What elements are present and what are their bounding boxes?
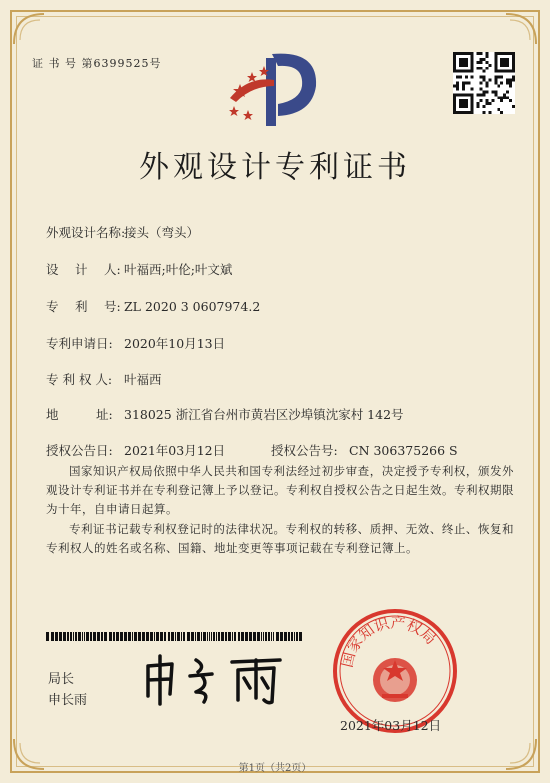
patent-number-label: 专 利 号: bbox=[46, 299, 121, 314]
grant-number-label: 授权公告号: bbox=[271, 443, 338, 458]
corner-ornament-icon bbox=[504, 12, 538, 46]
designer-value: 叶福西;叶伦;叶文斌 bbox=[124, 262, 233, 277]
design-name-label: 外观设计名称: bbox=[46, 225, 126, 240]
certificate-title: 外观设计专利证书 bbox=[139, 150, 411, 185]
address-value: 318025 浙江省台州市黄岩区沙埠镇沈家村 142号 bbox=[124, 407, 404, 422]
application-date-row bbox=[46, 334, 225, 352]
grant-date-row bbox=[46, 441, 225, 459]
designer-label: 设 计 人: bbox=[46, 262, 121, 277]
application-date-value: 2020年10月13日 bbox=[124, 336, 226, 351]
address-row bbox=[46, 405, 404, 423]
seal-text: 国家知识产权局 bbox=[337, 613, 440, 670]
patentee-value: 叶福西 bbox=[124, 372, 162, 387]
patent-number-value: ZL 2020 3 0607974.2 bbox=[124, 299, 261, 314]
corner-ornament-icon bbox=[12, 12, 46, 46]
address-label: 地 址: bbox=[46, 407, 113, 422]
qr-code-icon bbox=[453, 52, 515, 114]
handwritten-signature bbox=[140, 652, 290, 707]
patentee-label: 专 利 权 人: bbox=[46, 372, 113, 387]
cnipa-emblem-icon bbox=[226, 46, 324, 128]
grant-number-row bbox=[271, 441, 458, 459]
signature-role: 局长 bbox=[48, 672, 75, 687]
legal-status-paragraph: 专利证书记载专利权登记时的法律状况。专利权的转移、质押、无效、终止、恢复和专利权人的姓名或名称、国籍、地址变更等事项记载在专利登记簿上。 bbox=[46, 522, 514, 555]
patent-number-row bbox=[46, 297, 260, 315]
application-date-label: 专利申请日: bbox=[46, 336, 113, 351]
barcode-icon bbox=[46, 626, 304, 635]
certificate-number: 证 书 号 第6399525号 bbox=[32, 57, 162, 70]
seal-date: 2021年03月12日 bbox=[340, 718, 442, 733]
page-number: 第1页（共2页） bbox=[238, 763, 312, 774]
signature-printed-name: 申长雨 bbox=[48, 693, 88, 708]
grant-statement-paragraph: 国家知识产权局依照中华人民共和国专利法经过初步审查，决定授予专利权，颁发外观设计专利证书并在专利登记簿上予以登记。专利权自授权公告之日起生效。专利权期限为十年，自申请日起算。 bbox=[46, 464, 514, 516]
design-name-value: 接头（弯头） bbox=[124, 225, 200, 240]
design-name-row bbox=[46, 223, 199, 241]
designer-row bbox=[46, 260, 232, 278]
grant-number-value: CN 306375266 S bbox=[349, 443, 458, 458]
patentee-row bbox=[46, 370, 162, 388]
grant-date-label: 授权公告日: bbox=[46, 443, 113, 458]
grant-date-value: 2021年03月12日 bbox=[124, 443, 226, 458]
